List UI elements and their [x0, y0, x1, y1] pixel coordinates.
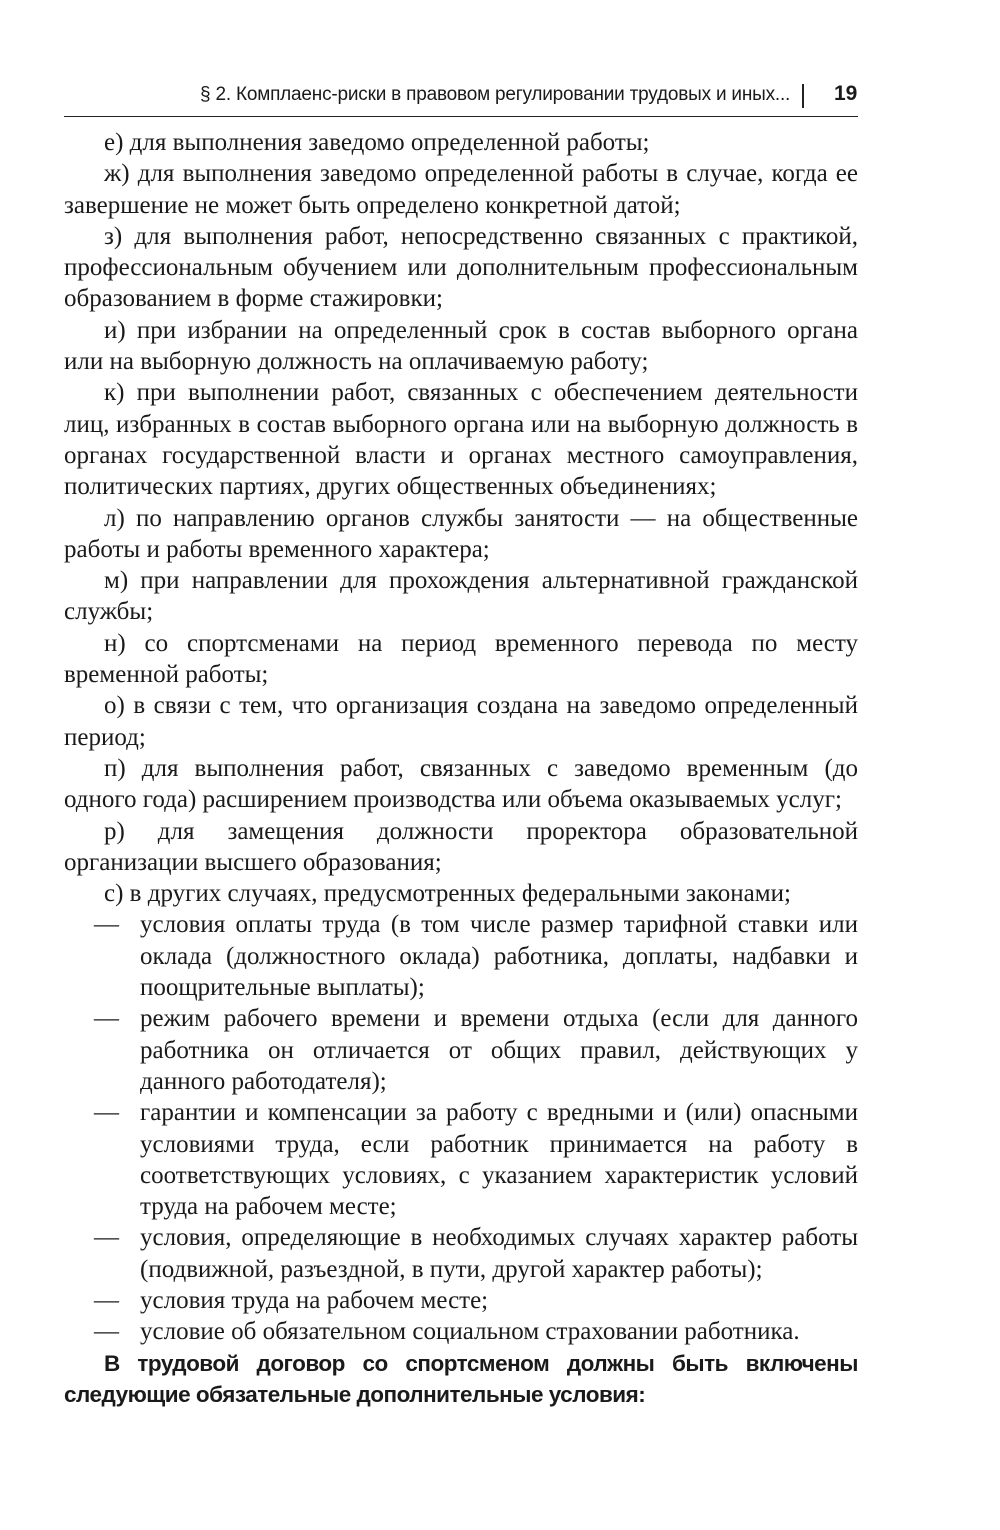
- dash-item-text: условия, определяющие в необходимых случаях характер работы (подвижной, разъездной, в пути, другой характер работы);: [140, 1224, 858, 1283]
- dash-item: [64, 1316, 858, 1347]
- list-item-r: р) для замещения должности проректора образовательной организации высшего образования;: [64, 817, 858, 876]
- list-item-n: н) со спортсменами на период временного перевода по месту временной работы;: [64, 629, 858, 689]
- dash-mark: —: [94, 1286, 119, 1314]
- header-separator: [802, 84, 804, 108]
- dash-item-text: режим рабочего времени и времени отдыха (если для данного работника он отличается от общих правил, действующих у данного работодателя);: [140, 1005, 858, 1095]
- running-header: [64, 80, 858, 117]
- dash-item-text: гарантии и компенсации за работу с вредными и (или) опасными условиями труда, если работник принимается на работу в соответствующих условиях, с указанием характеристик условий труда на рабочем месте;: [140, 1099, 858, 1221]
- list-item-zh: ж) для выполнения заведомо определенной работы в случае, когда ее завершение не может быть определено конкретной датой;: [64, 160, 858, 219]
- dash-mark: —: [94, 1224, 119, 1252]
- page-body: [64, 127, 858, 1410]
- dash-mark: —: [94, 1005, 119, 1033]
- dash-item: [64, 1222, 858, 1285]
- list-item-o: о) в связи с тем, что организация создана на заведомо определенный период;: [64, 692, 858, 751]
- list-item-e: е) для выполнения заведомо определенной работы;: [104, 129, 650, 156]
- list-item-l: л) по направлению органов службы занятости — на общественные работы и работы временного характера;: [64, 504, 858, 563]
- page-number: 19: [834, 82, 858, 105]
- dash-mark: —: [94, 1318, 119, 1346]
- dash-item: [64, 1097, 858, 1222]
- running-title: § 2. Комплаенс-риски в правовом регулировании трудовых и иных...: [200, 84, 791, 105]
- dash-item: [64, 1285, 858, 1316]
- dash-item: [64, 1003, 858, 1097]
- list-item-s: с) в других случаях, предусмотренных федеральными законами;: [104, 880, 791, 908]
- bold-paragraph: В трудовой договор со спортсменом должны быть включены следующие обязательные дополнительные условия:: [64, 1350, 858, 1407]
- dash-mark: —: [94, 1099, 119, 1127]
- dash-item-text: условие об обязательном социальном страховании работника.: [140, 1318, 800, 1346]
- dash-item-text: условия оплаты труда (в том числе размер тарифной ставки или оклада (должностного оклада) работника, доплаты, надбавки и поощрительные выплаты);: [140, 911, 858, 1002]
- dash-mark: —: [94, 911, 119, 939]
- dash-item-text: условия труда на рабочем месте;: [140, 1286, 489, 1314]
- list-item-k: к) при выполнении работ, связанных с обеспечением деятельности лиц, избранных в состав выборного органа или на выборную должность в органах государственной власти и органах местного самоуправления, политических партиях, других общественных объединениях;: [64, 379, 858, 501]
- list-item-z: з) для выполнения работ, непосредственно связанных с практикой, профессиональным обучением или дополнительным профессиональным образованием в форме стажировки;: [64, 222, 858, 313]
- dash-item: [64, 909, 858, 1003]
- list-item-i: и) при избрании на определенный срок в состав выборного органа или на выборную должность на оплачиваемую работу;: [64, 316, 858, 376]
- list-item-m: м) при направлении для прохождения альтернативной гражданской службы;: [64, 567, 858, 626]
- list-item-p: п) для выполнения работ, связанных с заведомо временным (до одного года) расширением производства или объема оказываемых услуг;: [64, 754, 858, 814]
